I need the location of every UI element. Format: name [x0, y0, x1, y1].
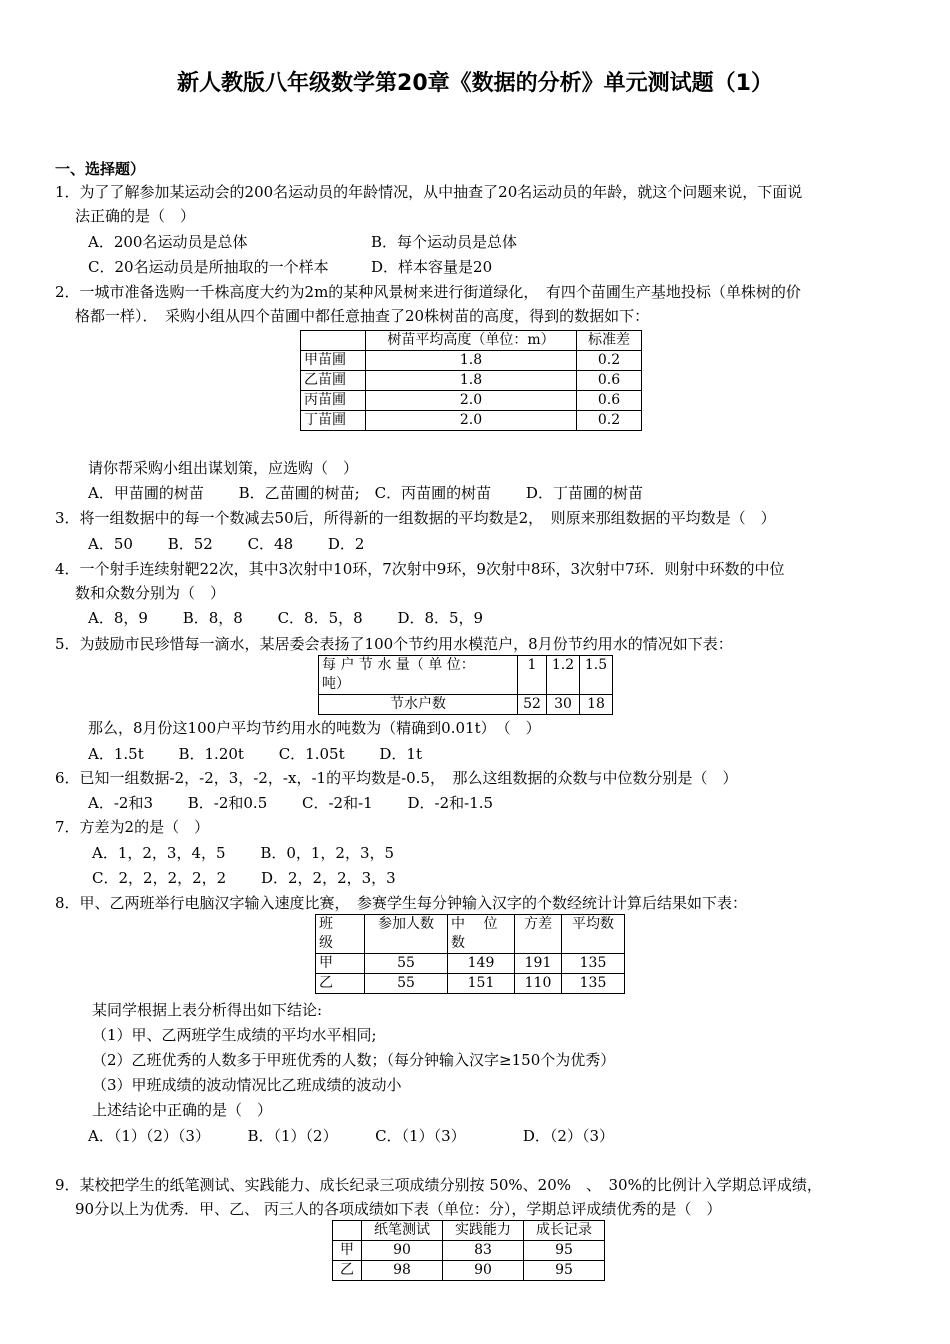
q8-intro: 某同学根据上表分析得出如下结论:: [92, 1001, 323, 1019]
q5-stem: 5．为鼓励市民珍惜每一滴水，某居委会表扬了100个节约用水模范户，8月份节约用水的情况如下表：: [55, 635, 733, 653]
q7-stem: 7．方差为2的是（ ）: [55, 818, 210, 836]
q1-option-b: B．每个运动员是总体: [371, 233, 518, 251]
q4-stem: 4．一个射手连续射靶22次，其中3次射中10环，7次射中9环，9次射中8环，3次射中7环．则射中环数的中位: [55, 560, 785, 578]
q2-table: [300, 330, 642, 431]
table-row: [316, 915, 625, 954]
q9-stem: 9．某校把学生的纸笔测试、实践能力、成长纪录三项成绩分别按 50%、20% 、 30%的比例计入学期总评成绩，: [55, 1176, 822, 1194]
q9-table: [332, 1220, 605, 1281]
table-cell: 30: [547, 695, 580, 715]
header-line: 班: [319, 916, 333, 932]
table-header: [448, 915, 515, 954]
q1-option-a: A．200名运动员是总体: [88, 233, 248, 251]
table-cell: 丙苗圃: [301, 391, 366, 411]
q7-options-cd: C．2，2，2，2，2 D．2，2，2，3，3: [92, 869, 396, 887]
table-cell: 90: [443, 1261, 524, 1281]
table-cell: 1.8: [366, 351, 577, 371]
table-cell: 95: [524, 1261, 605, 1281]
q8-conclusion-2: （2）乙班优秀的人数多于甲班优秀的人数；（每分钟输入汉字≥150个为优秀）: [92, 1051, 616, 1069]
table-cell: 甲苗圃: [301, 351, 366, 371]
table-row: [319, 656, 613, 695]
table-cell: 110: [515, 974, 562, 994]
q1-stem: 1．为了了解参加某运动会的200名运动员的年龄情况，从中抽查了20名运动员的年龄，就这个问题来说，下面说: [55, 183, 803, 201]
table-cell: 乙: [316, 974, 365, 994]
table-cell: 135: [562, 974, 625, 994]
table-header: [319, 656, 518, 695]
table-cell: 0.2: [577, 411, 642, 431]
q8-ask: 上述结论中正确的是（ ）: [92, 1101, 273, 1119]
q1-option-d: D．样本容量是20: [371, 258, 493, 276]
q8-stem: 8．甲、乙两班举行电脑汉字输入速度比赛， 参赛学生每分钟输入汉字的个数经统计计算后结果如下表：: [55, 894, 748, 912]
table-cell: 0.2: [577, 351, 642, 371]
page-title: 新人教版八年级数学第20章《数据的分析》单元测试题（1）: [177, 71, 773, 96]
table-cell: 乙: [333, 1261, 362, 1281]
table-cell: 52: [518, 695, 547, 715]
q3-stem: 3．将一组数据中的每一个数减去50后，所得新的一组数据的平均数是2， 则原来那组数据的平均数是（ ）: [55, 509, 776, 527]
q5-ask: 那么，8月份这100户平均节约用水的吨数为（精确到0.01t） （ ）: [88, 719, 541, 737]
table-cell: 90: [362, 1241, 443, 1261]
q8-options: A．（1）（2）（3） B．（1）（2） C．（1）（3） D．（2）（3）: [88, 1127, 615, 1145]
header-line: 每 户 节 水 量（ 单 位：: [322, 657, 475, 673]
q2-options: A．甲苗圃的树苗 B．乙苗圃的树苗; C．丙苗圃的树苗 D．丁苗圃的树苗: [88, 484, 643, 502]
q8-table: [315, 914, 625, 994]
table-cell: 83: [443, 1241, 524, 1261]
q4-stem-cont: 数和众数分别为（ ）: [75, 584, 226, 602]
table-cell: 55: [365, 974, 448, 994]
table-header: 标准差: [577, 331, 642, 351]
table-cell: 甲: [333, 1241, 362, 1261]
table-row: [301, 411, 642, 431]
table-row: [301, 391, 642, 411]
table-cell: 1.5: [580, 656, 613, 695]
table-cell: 149: [448, 954, 515, 974]
header-line: 数: [451, 935, 465, 951]
q2-stem-cont: 格都一样）． 采购小组从四个苗圃中都任意抽查了20株树苗的高度，得到的数据如下：: [75, 307, 650, 325]
table-cell: 1.2: [547, 656, 580, 695]
table-cell: [333, 1221, 362, 1241]
q6-options: A．-2和3 B．-2和0.5 C．-2和-1 D．-2和-1.5: [88, 794, 494, 812]
table-cell: 18: [580, 695, 613, 715]
q1-option-c: C．20名运动员是所抽取的一个样本: [88, 258, 329, 276]
q4-options: A．8，9 B．8，8 C．8．5，8 D．8．5，9: [88, 609, 484, 627]
table-cell: 151: [448, 974, 515, 994]
table-cell: 1.8: [366, 371, 577, 391]
table-row: [333, 1221, 605, 1241]
q1-stem-cont: 法正确的是（ ）: [75, 207, 196, 225]
table-cell: 2.0: [366, 391, 577, 411]
q8-conclusion-1: （1）甲、乙两班学生成绩的平均水平相同;: [92, 1026, 377, 1044]
q2-ask: 请你帮采购小组出谋划策，应选购（ ）: [88, 459, 359, 477]
table-row: [301, 371, 642, 391]
q7-options-ab: A．1，2，3，4，5 B．0，1，2，3，5: [92, 844, 395, 862]
table-cell: 甲: [316, 954, 365, 974]
table-header: 成长记录: [524, 1221, 605, 1241]
table-row: [316, 974, 625, 994]
table-header: [316, 915, 365, 954]
table-cell: 2.0: [366, 411, 577, 431]
table-header: 纸笔测试: [362, 1221, 443, 1241]
table-cell: 0.6: [577, 391, 642, 411]
header-line: 吨）: [322, 676, 350, 692]
q5-options: A．1.5t B．1.20t C．1.05t D．1t: [88, 745, 422, 763]
table-row: [333, 1241, 605, 1261]
q6-stem: 6．已知一组数据-2，-2，3，-2，-x，-1的平均数是-0.5， 那么这组数据的众数与中位数分别是（ ）: [55, 769, 738, 787]
header-line: 中 位: [451, 916, 498, 932]
table-cell: [301, 331, 366, 351]
table-row: [316, 954, 625, 974]
table-cell: 191: [515, 954, 562, 974]
table-row: [301, 351, 642, 371]
table-header: 参加人数: [365, 915, 448, 954]
section-heading: 一、选择题）: [55, 160, 146, 178]
table-header: 方差: [515, 915, 562, 954]
table-header: 平均数: [562, 915, 625, 954]
q9-stem-cont: 90分以上为优秀．甲、乙、 丙三人的各项成绩如下表（单位：分），学期总评成绩优秀的是（ ）: [75, 1200, 722, 1218]
table-cell: 丁苗圃: [301, 411, 366, 431]
table-cell: 98: [362, 1261, 443, 1281]
table-row: [319, 695, 613, 715]
header-line: 级: [319, 935, 333, 951]
table-cell: 0.6: [577, 371, 642, 391]
table-cell: 55: [365, 954, 448, 974]
table-cell: 135: [562, 954, 625, 974]
q2-stem: 2．一城市准备选购一千株高度大约为2m的某种风景树来进行街道绿化， 有四个苗圃生产基地投标（单株树的价: [55, 283, 801, 301]
q5-table: [318, 655, 613, 715]
table-header: 树苗平均高度（单位：m）: [366, 331, 577, 351]
table-cell: 1: [518, 656, 547, 695]
table-row: [333, 1261, 605, 1281]
q8-conclusion-3: （3）甲班成绩的波动情况比乙班成绩的波动小: [92, 1076, 402, 1094]
table-cell: 95: [524, 1241, 605, 1261]
table-header: 节水户数: [319, 695, 518, 715]
table-header: 实践能力: [443, 1221, 524, 1241]
table-cell: 乙苗圃: [301, 371, 366, 391]
q3-options: A．50 B．52 C．48 D．2: [88, 535, 365, 553]
table-row: [301, 331, 642, 351]
